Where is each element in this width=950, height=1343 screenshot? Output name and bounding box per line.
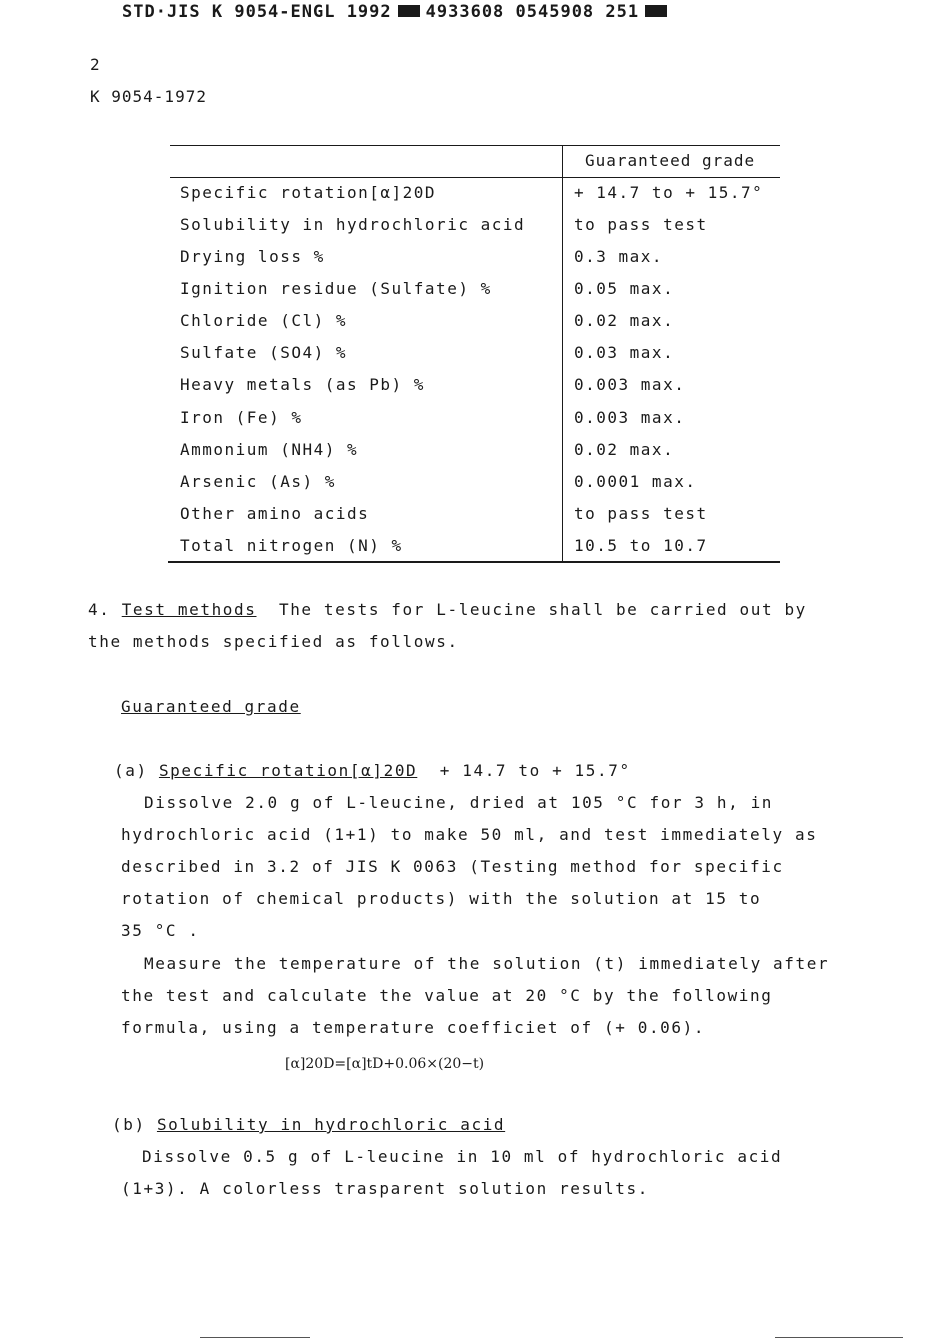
section-4-line-2: the methods specified as follows. [88,632,459,651]
item-b-title: Solubility in hydrochloric acid [156,1115,506,1134]
item-a-paragraph-line: Dissolve 2.0 g of L-leucine, dried at 105 °C for 3 h, in [144,793,774,812]
footer-rule [775,1337,903,1338]
page-number: 2 [90,55,100,74]
table-row-value: 0.0001 max. [574,472,697,491]
grade-heading: Guaranteed grade [121,697,301,716]
table-row-item: Ammonium (NH4) % [180,440,359,459]
item-a-paragraph-line: Measure the temperature of the solution (t) immediately after [144,954,830,973]
table-row-value: 10.5 to 10.7 [574,536,708,555]
table-row-value: 0.03 max. [574,343,675,362]
table-column-header: Guaranteed grade [585,151,756,170]
temperature-formula: [α]20D=[α]tD+0.06×(20−t) [285,1056,485,1072]
item-b-label: (b) [112,1115,146,1134]
table-row-value: to pass test [574,215,708,234]
stamp-block-mark [645,5,667,17]
item-a-paragraph-line: described in 3.2 of JIS K 0063 (Testing method for specific [121,857,784,876]
table-row-value: 0.02 max. [574,311,675,330]
section-text: The tests for L-leucine shall be carried out by [278,600,807,619]
table-row-value: + 14.7 to + 15.7° [574,183,764,202]
table-row-item: Arsenic (As) % [180,472,336,491]
table-column-divider [562,145,563,561]
table-row-value: 0.02 max. [574,440,675,459]
table-row-item: Solubility in hydrochloric acid [180,215,526,234]
item-a-heading [114,761,631,780]
stamp-standard: STD·JIS K 9054-ENGL 1992 [122,2,392,22]
footer-rule [200,1337,310,1338]
table-row-item: Specific rotation[α]20D [180,183,437,202]
section-number: 4. [88,600,111,619]
section-4-line-1 [88,600,807,619]
item-a-paragraph-line: hydrochloric acid (1+1) to make 50 ml, and test immediately as [121,825,818,844]
item-a-title: Specific rotation[α]20D [158,761,418,780]
item-a-spec: + 14.7 to + 15.7° [439,761,631,780]
table-row-value: 0.3 max. [574,247,664,266]
item-a-paragraph-line: the test and calculate the value at 20 °C by the following [121,986,773,1005]
table-bottom-rule [168,561,780,563]
table-row-item: Total nitrogen (N) % [180,536,403,555]
section-title: Test methods [121,600,257,619]
table-row-item: Drying loss % [180,247,325,266]
stamp-block-mark [398,5,420,17]
table-row-item: Sulfate (SO4) % [180,343,347,362]
table-top-rule [170,145,780,146]
table-row-item: Iron (Fe) % [180,408,303,427]
table-row-item: Heavy metals (as Pb) % [180,375,425,394]
item-a-paragraph-line: formula, using a temperature coefficiet of (+ 0.06). [121,1018,706,1037]
item-a-paragraph-line: 35 °C . [121,921,200,940]
stamp-code: 4933608 0545908 251 [425,2,640,22]
document-stamp [122,2,673,22]
item-b-paragraph-line: (1+3). A colorless trasparent solution results. [121,1179,649,1198]
item-a-paragraph-line: rotation of chemical products) with the solution at 15 to [121,889,762,908]
table-row-value: 0.003 max. [574,375,686,394]
table-row-value: 0.003 max. [574,408,686,427]
table-row-value: to pass test [574,504,708,523]
table-row-value: 0.05 max. [574,279,675,298]
standard-number: K 9054-1972 [90,87,207,106]
table-row-item: Other amino acids [180,504,370,523]
table-row-item: Chloride (Cl) % [180,311,347,330]
item-b-heading [112,1115,505,1134]
table-header-rule [170,177,780,178]
item-b-paragraph-line: Dissolve 0.5 g of L-leucine in 10 ml of hydrochloric acid [142,1147,783,1166]
item-a-label: (a) [114,761,148,780]
table-row-item: Ignition residue (Sulfate) % [180,279,492,298]
